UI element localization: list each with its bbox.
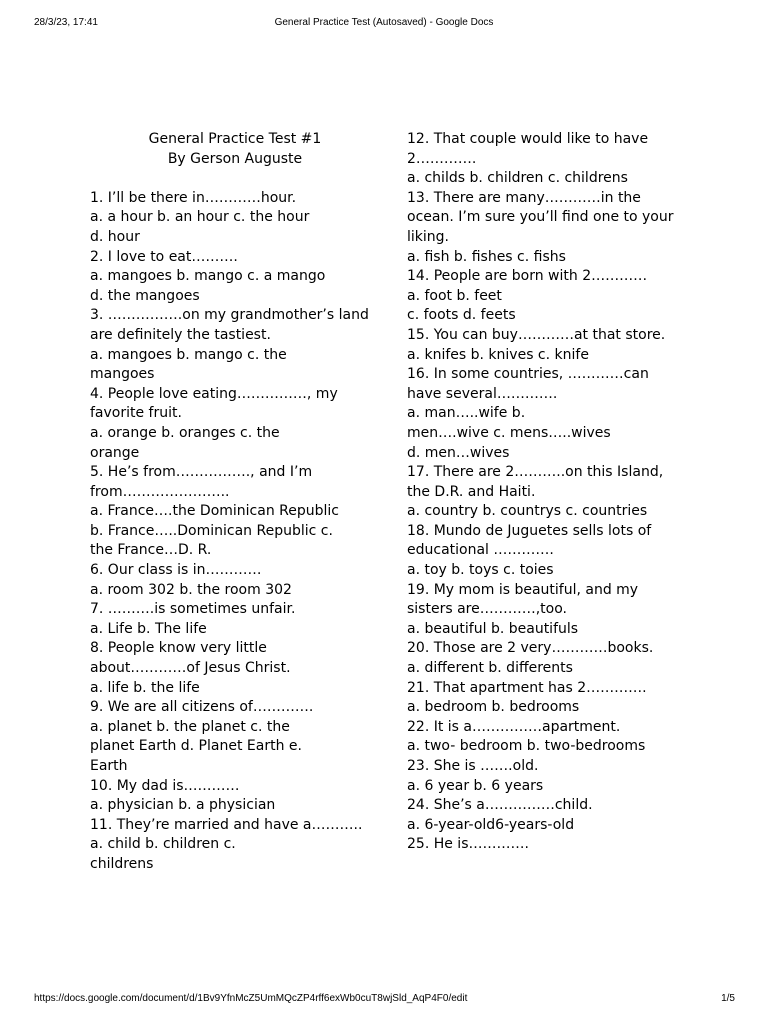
question-text-line: a. fish b. fishes c. fishs: [407, 248, 566, 265]
question-text-line: favorite fruit.: [90, 405, 182, 422]
question-text-line: 9. We are all citizens of………….: [90, 699, 314, 716]
question-text-line: 15. You can buy…………at that store.: [407, 326, 666, 343]
question-text-line: a. orange b. oranges c. the: [90, 424, 280, 441]
question-text-line: a. different b. differents: [407, 660, 573, 677]
title-spacer: [90, 169, 380, 189]
question-text-line: a. child b. children c.: [90, 836, 236, 853]
question-text-line: a. toy b. toys c. toies: [407, 562, 554, 579]
question-text-line: b. France…..Dominican Republic c.: [90, 522, 333, 539]
question-text-line: a. room 302 b. the room 302: [90, 581, 292, 598]
question-text-line: a. 6 year b. 6 years: [407, 777, 544, 794]
question-text-line: a. physician b. a physician: [90, 797, 276, 814]
question-text-line: a. planet b. the planet c. the: [90, 718, 290, 735]
question-text-line: a. mangoes b. mango c. a mango: [90, 268, 326, 285]
question-text-line: mangoes: [90, 366, 155, 383]
question-text-line: childrens: [90, 855, 154, 872]
right-column: [407, 130, 692, 855]
question-text-line: 5. He’s from……………., and I’m: [90, 464, 313, 481]
question-text-line: 2. I love to eat……….: [90, 248, 238, 265]
question-text-line: ocean. I’m sure you’ll find one to your: [407, 209, 674, 226]
question-text-line: a. country b. countrys c. countries: [407, 503, 648, 520]
question-text-line: 4. People love eating……………, my: [90, 385, 338, 402]
question-text-line: 13. There are many…………in the: [407, 189, 641, 206]
question-text-line: c. foots d. feets: [407, 307, 516, 324]
question-text-line: a. foot b. feet: [407, 287, 502, 304]
document-author: By Gerson Auguste: [167, 150, 303, 167]
question-text-line: Earth: [90, 758, 128, 774]
question-text-line: a. man…..wife b.: [407, 405, 526, 422]
question-text-line: educational ………….: [407, 542, 554, 559]
question-text-line: the D.R. and Haiti.: [407, 483, 536, 500]
question-text-line: a. two- bedroom b. two-bedrooms: [407, 738, 646, 755]
question-text-line: a. mangoes b. mango c. the: [90, 346, 287, 363]
question-text-line: sisters are…………,too.: [407, 601, 567, 618]
question-text-line: a. a hour b. an hour c. the hour: [90, 209, 310, 226]
question-text-line: a. life b. the life: [90, 679, 200, 696]
question-text-line: 16. In some countries, …………can: [407, 366, 649, 383]
question-text-line: from…………………..: [90, 483, 230, 500]
question-text-line: liking.: [407, 228, 449, 245]
question-text-line: a. bedroom b. bedrooms: [407, 699, 580, 716]
question-text-line: d. hour: [90, 228, 140, 245]
question-text-line: 11. They’re married and have a………..: [90, 816, 363, 833]
question-text-line: 23. She is …….old.: [407, 758, 539, 774]
question-text-line: d. the mangoes: [90, 287, 200, 304]
left-question-list: [90, 189, 380, 875]
question-text-line: the France…D. R.: [90, 542, 212, 559]
question-text-line: orange: [90, 444, 140, 461]
question-text-line: 10. My dad is…………: [90, 777, 240, 794]
question-text-line: men….wive c. mens…..wives: [407, 424, 611, 441]
question-text-line: 17. There are 2………..on this Island,: [407, 464, 664, 481]
question-text-line: d. men…wives: [407, 444, 510, 461]
question-text-line: a. beautiful b. beautifuls: [407, 620, 579, 637]
question-text-line: 24. She’s a……………child.: [407, 797, 593, 814]
question-text-line: 22. It is a……………apartment.: [407, 718, 621, 735]
question-text-line: 7. ……….is sometimes unfair.: [90, 601, 296, 618]
question-text-line: a. 6-year-old6-years-old: [407, 816, 575, 833]
document-title: General Practice Test #1: [148, 131, 322, 147]
question-text-line: a. Life b. The life: [90, 620, 207, 637]
right-question-list: [407, 130, 692, 855]
question-text-line: 12. That couple would like to have: [407, 131, 649, 147]
print-doc-title: General Practice Test (Autosaved) - Google Docs: [274, 17, 494, 28]
question-text-line: 3. …………….on my grandmother’s land: [90, 307, 369, 324]
question-text-line: planet Earth d. Planet Earth e.: [90, 738, 302, 755]
question-text-line: are definitely the tastiest.: [90, 326, 271, 343]
question-text-line: 2………….: [407, 150, 477, 167]
print-url: https://docs.google.com/document/d/1Bv9YfnMcZ5UmMQcZP4rff6exWb0cuT8wjSld_AqP4F0/edit: [34, 993, 468, 1004]
left-column: [90, 130, 380, 875]
question-text-line: have several………….: [407, 385, 558, 402]
question-text-line: 18. Mundo de Juguetes sells lots of: [407, 522, 652, 539]
question-text-line: 14. People are born with 2…………: [407, 268, 648, 285]
question-text-line: a. knifes b. knives c. knife: [407, 346, 589, 363]
question-text-line: a. childs b. children c. childrens: [407, 170, 628, 187]
question-text-line: 1. I’ll be there in…………hour.: [90, 189, 297, 206]
question-text-line: 21. That apartment has 2………….: [407, 679, 647, 696]
question-text-line: about…………of Jesus Christ.: [90, 660, 291, 677]
question-text-line: 20. Those are 2 very…………books.: [407, 640, 654, 657]
question-text-line: 8. People know very little: [90, 640, 267, 657]
question-text-line: 6. Our class is in…………: [90, 562, 262, 579]
question-text-line: 25. He is………….: [407, 836, 529, 853]
question-text-line: a. France….the Dominican Republic: [90, 503, 339, 520]
question-text-line: 19. My mom is beautiful, and my: [407, 581, 639, 598]
print-timestamp: 28/3/23, 17:41: [34, 17, 98, 28]
print-page-indicator: 1/5: [721, 993, 735, 1004]
